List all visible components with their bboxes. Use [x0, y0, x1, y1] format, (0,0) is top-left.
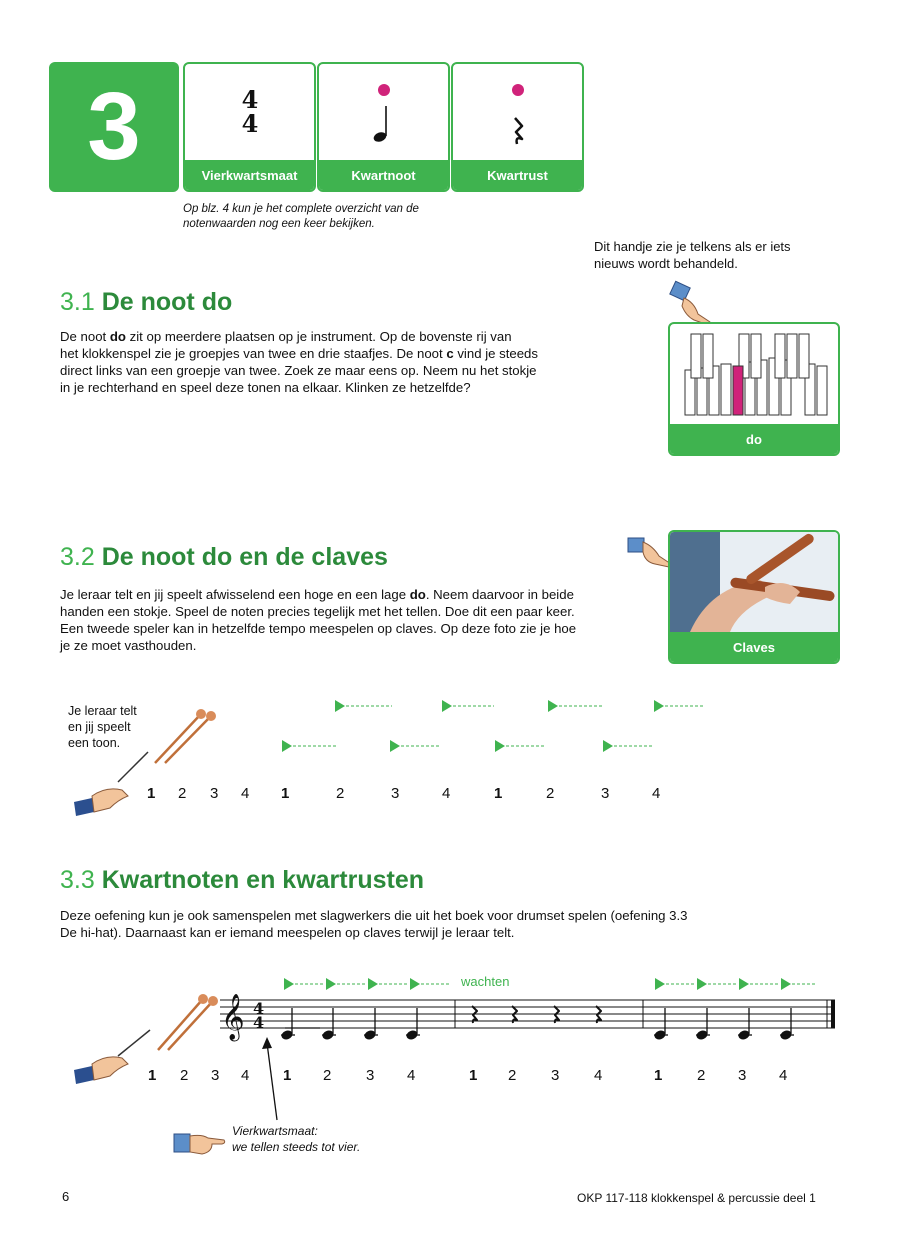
- card-kwartrust: [451, 62, 584, 192]
- count: 2: [546, 785, 555, 802]
- count: 1: [148, 1067, 157, 1084]
- count: 1: [469, 1067, 478, 1084]
- count: 1: [283, 1067, 292, 1084]
- section-3-1-text: De noot do zit op meerdere plaatsen op je instrument. Op de bovenste rij van het klokkenspel zie je groepjes van twee en drie staafjes. De noot c vind je steeds direct links van een groepje van twee. Zoek ze maar eens op. Neem nu het stokje in je rechterhand en speel deze tonen na elkaar. Klinken ze hetzelfde?: [60, 329, 538, 395]
- mallets-icon: [150, 990, 222, 1052]
- claves-photo: [670, 532, 838, 632]
- card-label: Vierkwartsmaat: [185, 160, 314, 190]
- count: 4: [442, 785, 451, 802]
- glockenspiel-card: [668, 322, 840, 456]
- time-signature-note: Vierkwartsmaat: we tellen steeds tot vier.: [232, 1124, 361, 1154]
- quarter-note-icon: [364, 76, 404, 151]
- treble-clef-icon: 𝄞: [221, 994, 245, 1040]
- time-signature-top: 4: [253, 999, 265, 1018]
- count: 1: [654, 1067, 663, 1084]
- count: 2: [508, 1067, 517, 1084]
- count: 4: [241, 785, 250, 802]
- pointer-arrow: [255, 1035, 285, 1125]
- highlighted-key-do: [733, 366, 743, 415]
- section-3-3-heading: 3.3 Kwartnoten en kwartrusten: [60, 866, 424, 894]
- pointing-hand-icon: [172, 1128, 227, 1160]
- conductor-hand-icon: [70, 1028, 152, 1088]
- count: 3: [391, 785, 400, 802]
- exercise-instruction: Je leraar telt en jij speelt een toon.: [68, 704, 137, 750]
- claves-card: [668, 530, 840, 664]
- card-label: Kwartrust: [453, 160, 582, 190]
- svg-text:4: 4: [241, 86, 259, 114]
- count: 3: [738, 1067, 747, 1084]
- card-vierkwartsmaat: [183, 62, 316, 192]
- card-label: do: [670, 424, 838, 454]
- count: 2: [697, 1067, 706, 1084]
- count: 2: [336, 785, 345, 802]
- count: 2: [180, 1067, 189, 1084]
- card-label: Claves: [670, 632, 838, 662]
- card-label: Kwartnoot: [319, 160, 448, 190]
- section-3-2-heading: 3.2 De noot do en de claves: [60, 543, 388, 571]
- hand-note: Dit handje zie je telkens als er iets nieuws wordt behandeld.: [594, 239, 791, 271]
- card-kwartnoot: [317, 62, 450, 192]
- chapter-number: 3: [49, 62, 179, 192]
- count: 3: [211, 1067, 220, 1084]
- count: 2: [323, 1067, 332, 1084]
- conductor-hand-icon: [70, 750, 150, 825]
- wait-label: wachten: [461, 974, 510, 989]
- count: 1: [494, 785, 503, 802]
- section-3-2-text: Je leraar telt en jij speelt afwisselend een hoge en een lage do. Neem daarvoor in beide handen een stokje. Speel de noten precies tegelijk met het tellen. Doe dit een paar keer. Een tweede speler kan in hetzelfde tempo meespelen op claves. Op deze foto zie je hoe je ze moet vasthouden.: [60, 587, 577, 653]
- glockenspiel-illustration: [680, 330, 830, 420]
- count: 4: [652, 785, 661, 802]
- quarter-rest-icon: [498, 76, 538, 151]
- pointing-hand-icon: [668, 280, 718, 328]
- count: 4: [407, 1067, 416, 1084]
- count: 4: [594, 1067, 603, 1084]
- svg-text:4: 4: [241, 109, 259, 138]
- chapter-caption: Op blz. 4 kun je het complete overzicht van de notenwaarden nog een keer bekijken.: [183, 203, 419, 230]
- count: 4: [779, 1067, 788, 1084]
- time-signature-bottom: 4: [253, 1013, 265, 1032]
- count: 3: [551, 1067, 560, 1084]
- page-number: 6: [62, 1189, 70, 1204]
- section-3-3-text: Deze oefening kun je ook samenspelen met slagwerkers die uit het boek voor drumset spelen (oefening 3.3 De hi-hat). Daarnaast kan er iemand meespelen op claves terwijl je leraar telt.: [60, 908, 688, 940]
- count: 3: [601, 785, 610, 802]
- time-signature-icon: [235, 86, 265, 146]
- play-markers: [270, 692, 720, 757]
- count: 1: [281, 785, 290, 802]
- count: 3: [210, 785, 219, 802]
- book-title: OKP 117-118 klokkenspel & percussie deel 1: [577, 1191, 816, 1205]
- music-staff: [215, 982, 845, 1052]
- mallets-icon: [145, 705, 220, 765]
- count: 1: [147, 785, 156, 802]
- count: 4: [241, 1067, 250, 1084]
- count: 2: [178, 785, 187, 802]
- count: 3: [366, 1067, 375, 1084]
- section-3-1-heading: 3.1 De noot do: [60, 288, 233, 316]
